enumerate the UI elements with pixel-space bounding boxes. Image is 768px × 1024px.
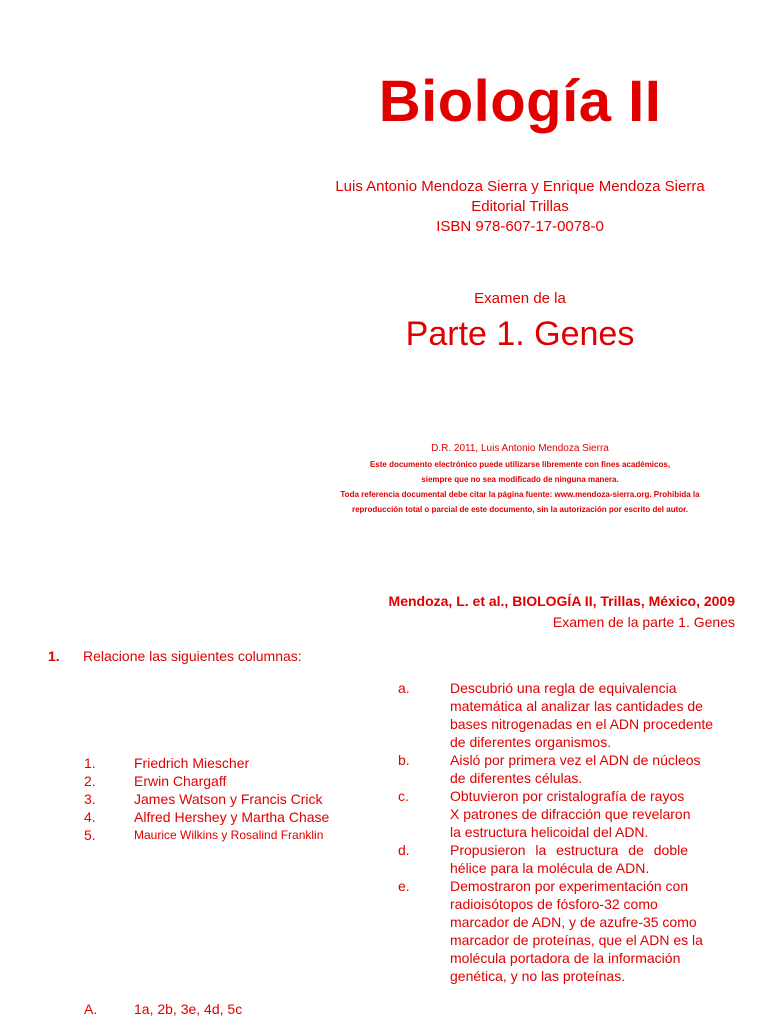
copyright-line: D.R. 2011, Luis Antonio Mendoza Sierra [431, 443, 609, 454]
item-text: Erwin Chargaff [134, 773, 227, 789]
item-letter: d. [398, 842, 410, 858]
exam-of-label: Examen de la [474, 290, 566, 307]
text-line: hélice para la molécula de ADN. [450, 860, 650, 876]
publisher-line: Editorial Trillas [471, 198, 569, 215]
text-line: marcador de ADN, y de azufre-35 como [450, 914, 697, 930]
item-text [450, 877, 735, 985]
item-letter: e. [398, 878, 410, 894]
item-text [450, 679, 735, 751]
part-title: Parte 1. Genes [405, 315, 635, 353]
text-line: X patrones de difracción que revelaron [450, 806, 691, 822]
document-title: Biología II [378, 69, 662, 134]
list-item [398, 787, 735, 841]
item-text: Alfred Hershey y Martha Chase [134, 809, 330, 825]
citation: Mendoza, L. et al., BIOLOGÍA II, Trillas, México, 2009 [388, 593, 735, 609]
item-letter: b. [398, 752, 410, 768]
item-letter: a. [398, 680, 410, 696]
option-letter: A. [84, 1001, 98, 1017]
item-text: James Watson y Francis Crick [134, 791, 323, 807]
item-number: 2. [84, 773, 96, 789]
text-line: Demostraron por experimentación con [450, 878, 689, 894]
list-item [398, 877, 735, 985]
item-text: Friedrich Miescher [134, 755, 250, 771]
author-info [280, 177, 760, 237]
text-line: la estructura helicoidal del ADN. [450, 824, 649, 840]
option-text: 1a, 2b, 3e, 4d, 5c [134, 1001, 243, 1017]
text-line: Propusieron la estructura de doble [450, 842, 689, 858]
legal-notice [270, 457, 768, 517]
right-column [398, 679, 735, 985]
text-line: Obtuvieron por cristalografía de rayos [450, 788, 685, 804]
item-number: 5. [84, 827, 96, 843]
item-text: Maurice Wilkins y Rosalind Franklin [134, 828, 324, 842]
text-line: radioisótopos de fósforo-32 como [450, 896, 658, 912]
text-line: de diferentes organismos. [450, 734, 612, 750]
legal-line-4: reproducción total o parcial de este documento, sin la autorización por escrito del autor. [351, 505, 689, 514]
item-number: 1. [84, 755, 96, 771]
list-item [398, 841, 735, 877]
item-text [450, 751, 735, 787]
isbn-line: ISBN 978-607-17-0078-0 [436, 218, 604, 235]
legal-line-2: siempre que no sea modificado de ninguna manera. [421, 475, 619, 484]
list-item [398, 679, 735, 751]
item-text [450, 841, 735, 877]
question-number: 1. [48, 648, 60, 664]
item-letter: c. [398, 788, 409, 804]
legal-line-3: Toda referencia documental debe citar la página fuente: www.mendoza-sierra.org. Prohibida la [340, 490, 700, 499]
legal-line-1: Este documento electrónico puede utilizarse libremente con fines académicos, [369, 460, 671, 469]
text-line: marcador de proteínas, que el ADN es la [450, 932, 703, 948]
text-line: Descubrió una regla de equivalencia [450, 680, 677, 696]
question-text: Relacione las siguientes columnas: [83, 648, 302, 664]
item-text [450, 787, 735, 841]
text-line: de diferentes células. [450, 770, 583, 786]
authors-line: Luis Antonio Mendoza Sierra y Enrique Mendoza Sierra [335, 178, 705, 195]
item-number: 3. [84, 791, 96, 807]
text-line: matemática al analizar las cantidades de [450, 698, 703, 714]
text-line: bases nitrogenadas en el ADN procedente [450, 716, 714, 732]
list-item [398, 751, 735, 787]
reference-block [389, 591, 735, 633]
text-line: molécula portadora de la información [450, 950, 681, 966]
item-number: 4. [84, 809, 96, 825]
exam-subtitle: Examen de la parte 1. Genes [552, 614, 735, 630]
text-line: Aisló por primera vez el ADN de núcleos [450, 752, 701, 768]
text-line: genética, y no las proteínas. [450, 968, 626, 984]
